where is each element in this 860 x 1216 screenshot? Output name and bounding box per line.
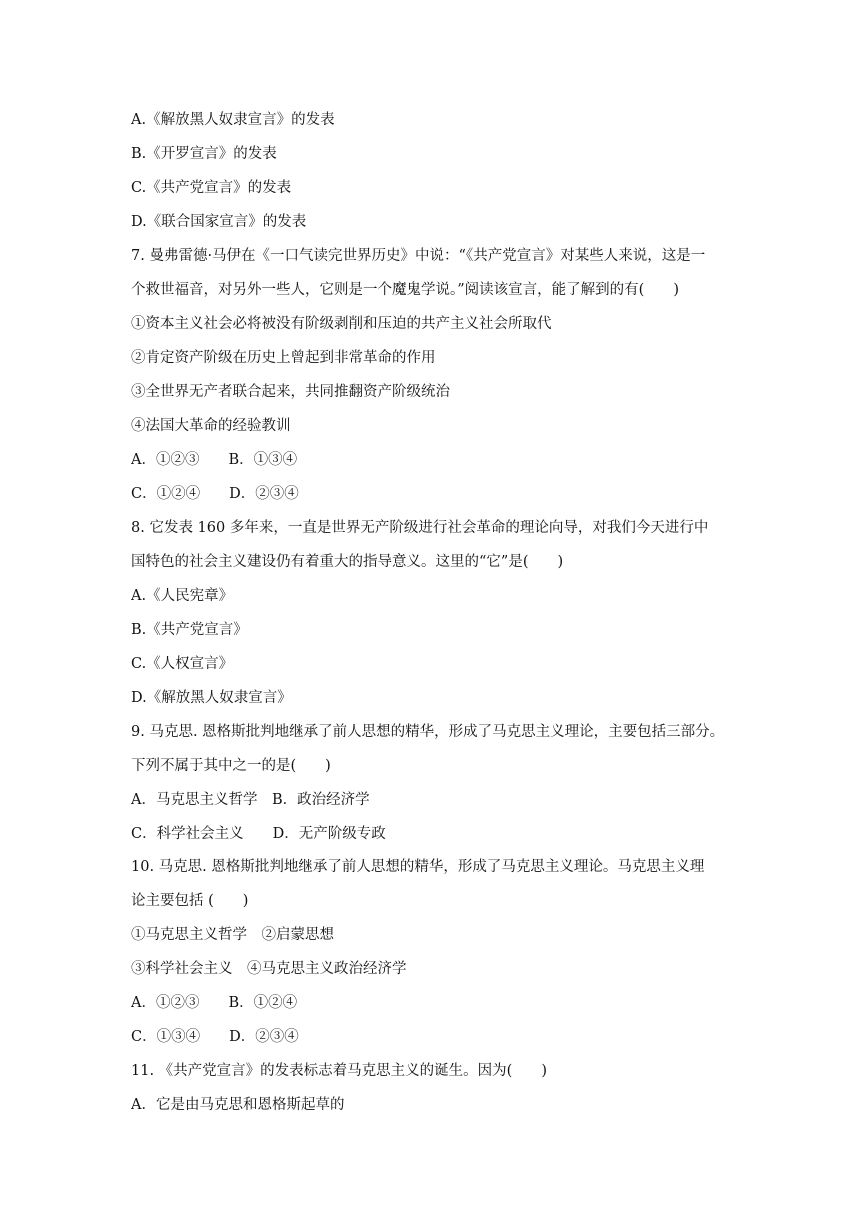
question-8-option-d: D.《解放黑人奴隶宣言》	[131, 690, 292, 706]
question-10-stem-line-1: 10. 马克思. 恩格斯批判地继承了前人思想的精华，形成了马克思主义理论。马克思主义理	[131, 859, 705, 875]
question-10-options-ab: A．①②③ B．①②④	[131, 995, 298, 1011]
question-7-options-cd: C．①②④ D．②③④	[131, 486, 299, 502]
question-8-option-a: A.《人民宪章》	[131, 588, 234, 604]
question-9-stem-line-2: 下列不属于其中之一的是( )	[131, 758, 331, 774]
question-10-items-3-4: ③科学社会主义 ④马克思主义政治经济学	[131, 961, 407, 977]
question-11-stem: 11. 《共产党宣言》的发表标志着马克思主义的诞生。因为( )	[131, 1063, 547, 1079]
question-9-options-ab: A．马克思主义哲学 B．政治经济学	[131, 792, 370, 808]
question-10-stem-line-2: 论主要包括 ( )	[131, 893, 249, 909]
question-11-option-a: A．它是由马克思和恩格斯起草的	[131, 1097, 345, 1113]
question-7-options-ab: A．①②③ B．①③④	[131, 452, 298, 468]
question-9-stem-line-1: 9. 马克思. 恩格斯批判地继承了前人思想的精华，形成了马克思主义理论，主要包括三部分。	[131, 724, 725, 740]
question-8-option-c: C.《人权宣言》	[131, 656, 234, 672]
question-6-option-a: A.《解放黑人奴隶宣言》的发表	[131, 112, 335, 128]
question-8-stem-line-1: 8. 它发表 160 多年来，一直是世界无产阶级进行社会革命的理论向导，对我们今天进行中	[131, 520, 709, 536]
question-8-option-b: B.《共产党宣言》	[131, 622, 248, 638]
question-7-stem-line-1: 7. 曼弗雷德·马伊在《一口气读完世界历史》中说：“《共产党宣言》对某些人来说，这是一	[131, 248, 706, 264]
question-6-option-c: C.《共产党宣言》的发表	[131, 180, 292, 196]
question-7-item-2: ②肯定资产阶级在历史上曾起到非常革命的作用	[131, 350, 436, 366]
question-10-options-cd: C．①③④ D．②③④	[131, 1029, 299, 1045]
question-6-option-b: B.《开罗宣言》的发表	[131, 146, 277, 162]
question-6-option-d: D.《联合国家宣言》的发表	[131, 214, 307, 230]
question-10-items-1-2: ①马克思主义哲学 ②启蒙思想	[131, 927, 334, 943]
question-7-stem-line-2: 个救世福音，对另外一些人，它则是一个魔鬼学说。”阅读该宣言，能了解到的有( )	[131, 282, 679, 298]
question-7-item-4: ④法国大革命的经验教训	[131, 418, 291, 434]
question-7-item-1: ①资本主义社会必将被没有阶级剥削和压迫的共产主义社会所取代	[131, 316, 552, 332]
question-8-stem-line-2: 国特色的社会主义建设仍有着重大的指导意义。这里的“它”是( )	[131, 554, 564, 570]
question-7-item-3: ③全世界无产者联合起来，共同推翻资产阶级统治	[131, 384, 450, 400]
question-9-options-cd: C．科学社会主义 D．无产阶级专政	[131, 826, 386, 842]
